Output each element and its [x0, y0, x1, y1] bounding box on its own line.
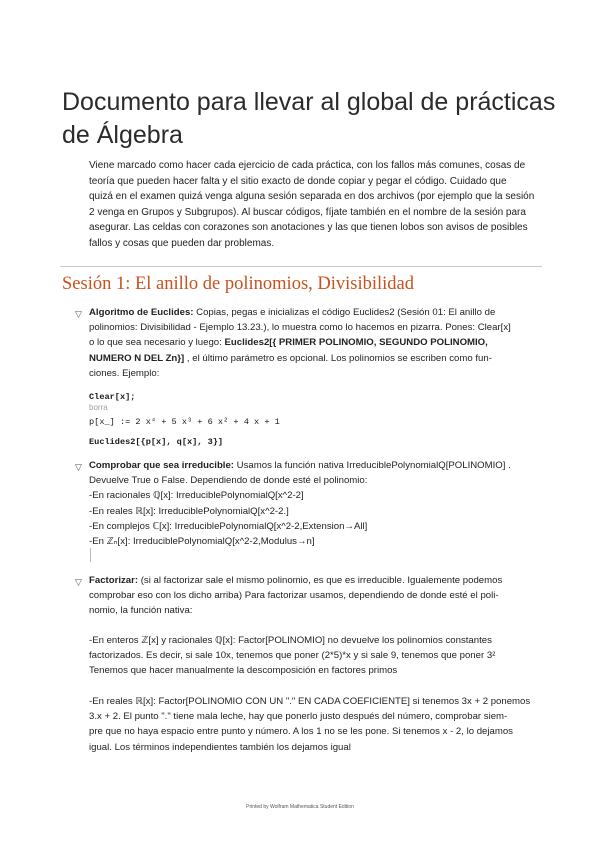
intro-line: quizá en el examen quizá venga alguna sesión separada en dos archivos (por ejemplo que la sesión — [89, 191, 535, 203]
factor-reals-paragraph — [89, 694, 541, 755]
item-text: Tenemos que hacer manualmente la descomposición en factores primos — [89, 665, 398, 677]
item-text: igual. Los términos independientes también los dejamos igual — [89, 741, 351, 753]
item-irreducible — [89, 458, 541, 549]
item-text: Copias, pegas e inicializas el código Euclides2 (Sesión 01: El anillo de — [193, 307, 496, 318]
document-title — [62, 86, 582, 152]
cell-collapse-triangle-icon[interactable]: ▽ — [75, 462, 82, 472]
insertion-cursor — [90, 548, 91, 562]
item-euclides — [89, 305, 541, 381]
cell-collapse-triangle-icon[interactable]: ▽ — [75, 577, 82, 587]
intro-line: Viene marcado como hacer cada ejercicio de cada práctica, con los fallos más comunes, cosas de — [89, 160, 526, 171]
code-hint: borra — [89, 403, 108, 412]
code-text: Clear[x]; — [89, 392, 136, 402]
intro-line: asegurar. Las celdas con corazones son anotaciones y las que tienen lobos son avisos de posibles — [89, 222, 528, 234]
title-line-1: Documento para llevar al global de prácticas — [62, 88, 556, 116]
item-text: nomio, la función nativa: — [89, 605, 193, 617]
item-label: Factorizar: — [89, 575, 139, 586]
item-text-bold: Euclides2[{ PRIMER POLINOMIO, SEGUNDO POLINOMIO, — [224, 337, 488, 349]
intro-paragraph — [89, 158, 534, 252]
item-text: factorizados. Es decir, si sale 10x, tenemos que poner (2*5)*x y si sale 9, tenemos que poner 3² — [89, 650, 496, 662]
code-line — [89, 437, 223, 447]
intro-line: teoría que pueden hacer falta y el sitio exacto de donde copiar y pegar el código. Cuidado que — [89, 175, 507, 187]
factor-integers-paragraph — [89, 633, 541, 679]
item-text: -En reales ℝ[x]: IrreduciblePolynomialQ[x^2-2.] — [89, 505, 289, 517]
item-label: Comprobar que sea irreducible: — [89, 460, 235, 471]
intro-line: fallos y cosas que pueden dar problemas. — [89, 237, 275, 249]
section-divider — [60, 266, 542, 267]
item-text: -En reales ℝ[x]: Factor[POLINOMIO CON UN "." EN CADA COEFICIENTE] si tenemos 3x + 2 ponemos — [89, 696, 531, 707]
item-text: polinomios: Divisibilidad - Ejemplo 13.23.), lo muestra como lo hacemos en pizarra. Pones: Clear[x] — [89, 322, 511, 334]
code-line — [89, 392, 135, 402]
code-text: Euclides2[{p[x], q[x], 3}] — [89, 437, 224, 447]
cell-collapse-triangle-icon[interactable]: ▽ — [75, 309, 82, 319]
item-text: , el último parámetro es opcional. Los polinomios se escriben como fun- — [184, 352, 492, 364]
item-text: -En ℤₙ[x]: IrreduciblePolynomialQ[x^2-2,Modulus→n] — [89, 536, 315, 548]
code-line: p[x_] := 2 x⁴ + 5 x³ + 6 x² + 4 x + 1 — [89, 417, 280, 427]
item-text: pre que no haya espacio entre punto y número. A los 1 no se les pone. Si tenemos x - 2, lo dejamos — [89, 726, 513, 738]
section-heading: Sesión 1: El anillo de polinomios, Divisibilidad — [62, 274, 415, 294]
item-text: Usamos la función nativa IrreduciblePolynomialQ[POLINOMIO] . — [234, 460, 511, 471]
item-text: o lo que sea necesario y luego: — [89, 337, 225, 349]
item-text: -En enteros ℤ[x] y racionales ℚ[x]: Factor[POLINOMIO] no devuelve los polinomios constantes — [89, 635, 492, 646]
item-text: ciones. Ejemplo: — [89, 367, 160, 379]
item-text: (si al factorizar sale el mismo polinomio, es que es irreducible. Igualemente podemos — [138, 575, 503, 586]
item-text-bold: NUMERO N DEL Zn}] — [89, 352, 185, 364]
intro-line: 2 venga en Grupos y Subgrupos). Al buscar códigos, fíjate también en el nombre de la sesión para — [89, 206, 526, 218]
item-label: Algoritmo de Euclides: — [89, 307, 194, 318]
item-text: Devuelve True o False. Dependiendo de donde esté el polinomio: — [89, 475, 368, 487]
item-text: 3.x + 2. El punto "." tiene mala leche, hay que ponerlo justo después del número, comprobar siem- — [89, 711, 508, 723]
item-text: -En racionales ℚ[x]: IrreduciblePolynomialQ[x^2-2] — [89, 490, 304, 502]
item-text: comprobar eso con los dicho arriba) Para factorizar usamos, dependiendo de donde esté el poli- — [89, 590, 499, 602]
title-line-2: de Álgebra — [62, 121, 183, 149]
item-factorizar — [89, 573, 541, 619]
print-footer: Printed by Wolfram Mathematica Student Edition — [246, 804, 354, 810]
item-text: -En complejos ℂ[x]: IrreduciblePolynomialQ[x^2-2,Extension→All] — [89, 520, 368, 532]
code-tooltip — [89, 403, 108, 413]
